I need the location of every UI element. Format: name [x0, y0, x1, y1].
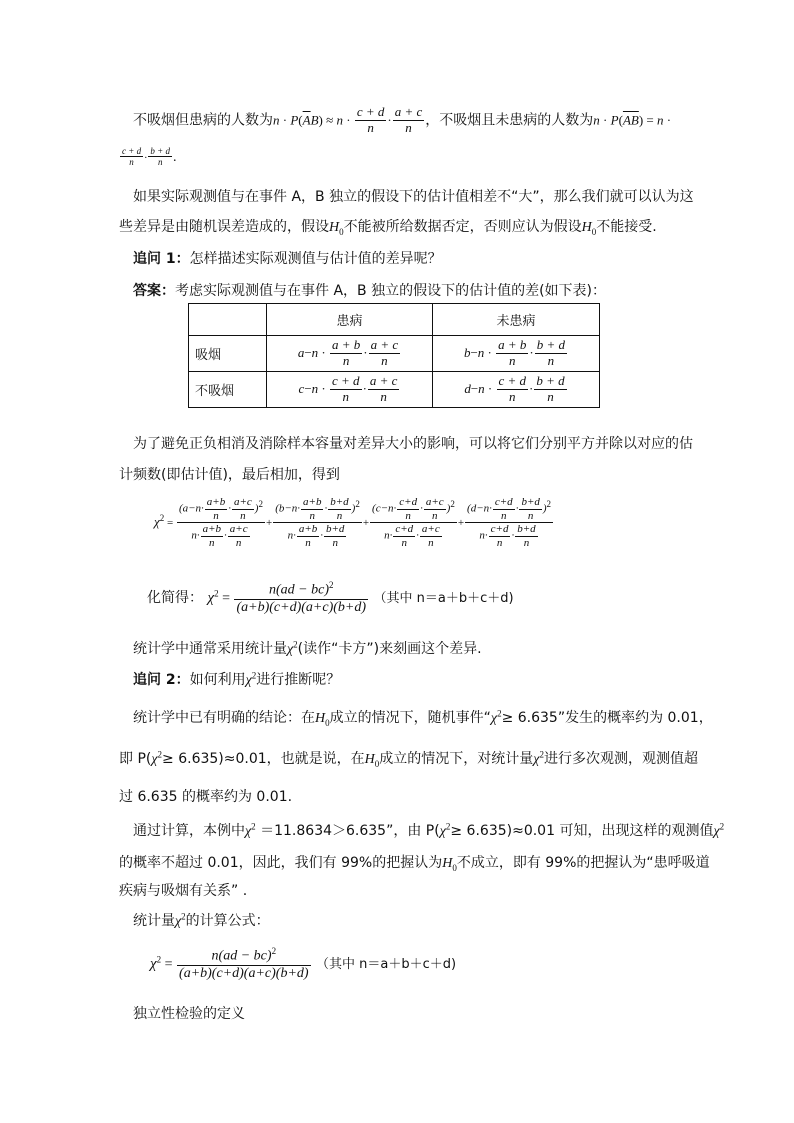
chi-square-formula: $\chi^2$ = $\frac{n(ad - bc)^2}{(a+b)(c+d)(a+c)(b+d)}$ （其中 n＝a＋b＋c＋d)	[150, 946, 457, 981]
difference-table	[188, 303, 600, 408]
text: 成立的情况下，对统计量	[379, 751, 534, 767]
question-2-label: 追问 2：	[133, 672, 190, 688]
text: 不吸烟但患病的人数为	[133, 112, 273, 129]
bias-paragraph-line1: 如果实际观测值与在事件 A，B 独立的假设下的估计值相差不“大”，那么我们就可以认为这	[133, 189, 694, 205]
conclusion-line2: 即 $P(\chi^2\ge 6.635)\approx 0.01$，也就是说，在$H_0$成立的情况下，对统计量$\chi^2$进行多次观测，观测值超	[119, 749, 698, 769]
row-label: 吸烟	[189, 336, 267, 372]
row-label: 不吸烟	[189, 372, 267, 408]
text: 成立的情况下，随机事件“	[329, 710, 491, 726]
simplify-note: （其中 n＝a＋b＋c＋d)	[373, 590, 514, 606]
text: 统计量	[133, 913, 175, 929]
text: 的概率不超过 0.01，因此，我们有 99%的把握认为	[119, 855, 443, 871]
chi-square-sum-formula: $\chi^2$ = (a−n· $\frac{a+b}{n}$ · $\frac{a+c}{n}$ )$^2$ n· $\frac{a+b}{n}$ · $\frac{a+c}{n}$ + (b−n· $\frac{a+b}{n}$ · $\frac{b+d}{n}$ )$^2$ n· $\frac{a+b}{n}$ · $\frac{b+d}{n}$ + (c−n· $\frac{c+d}{n}$ · $\frac{a+c}{n}$ )$^2$ n· $\frac{c+d}{n}$ · $\frac{a+c}{n}$ + (d−n· $\frac{c+d}{n}$ · $\frac{b+d}{n}$ )$^2$ n· $\frac{c+d}{n}$ · $\frac{b+d}{n}$	[154, 496, 552, 549]
text: 即 P(	[119, 751, 152, 767]
question-2: 追问 2：如何利用$\chi^2$进行推断呢？	[133, 670, 341, 688]
text: 统计学中已有明确的结论：在	[133, 710, 315, 726]
text: (读作“卡方”)来刻画这个差异.	[297, 641, 482, 657]
conclusion-line3: 过 6.635 的概率约为 0.01.	[119, 789, 293, 805]
table-cell: d−n · $\frac{c + d}{n}$ · $\frac{b + d}{n}$	[433, 372, 600, 408]
simplified-formula: 化简得： $\chi^2$ = $\frac{n(ad - bc)^2}{(a+b)(c+d)(a+c)(b+d)}$ （其中 n＝a＋b＋c＋d)	[147, 580, 514, 615]
text: 些差异是由随机误差造成的，假设	[119, 219, 329, 235]
text: 通过计算，本例中	[133, 823, 245, 839]
question-1	[133, 248, 442, 268]
table-header-cell: 患病	[267, 304, 433, 336]
table-cell: c−n · $\frac{c + d}{n}$ · $\frac{a + c}{n}$	[267, 372, 433, 408]
question-1-text: 怎样描述实际观测值与估计值的差异呢？	[189, 251, 442, 267]
square-paragraph-line2: 计频数(即估计值)，最后相加，得到	[119, 467, 340, 483]
calc-line2: 的概率不超过 0.01，因此，我们有 99%的把握认为$H_0$不成立，即有 99%的把握认为“患呼吸道	[119, 855, 710, 873]
formula-title: 统计量$\chi^2$的计算公式：	[133, 911, 270, 929]
question-1-label: 追问 1：	[133, 251, 190, 267]
text: 进行推断呢？	[256, 672, 341, 688]
statistic-intro: 统计学中通常采用统计量$\chi^2$(读作“卡方”)来刻画这个差异.	[133, 639, 482, 657]
text: ≥ 6.635)≈0.01 可知，出现这样的观测值	[450, 823, 714, 839]
text: 不成立，即有 99%的把握认为“患呼吸道	[456, 855, 710, 871]
answer	[133, 280, 606, 300]
table-cell: b−n · $\frac{a + b}{n}$ · $\frac{b + d}{n}$	[433, 336, 600, 372]
text: 的计算公式：	[185, 913, 270, 929]
text: ≥ 6.635)≈0.01，也就是说，在	[162, 751, 365, 767]
prob-estimate-cont: $\frac{c + d}{n}$ · $\frac{b + d}{n}$ .	[122, 146, 177, 168]
simplify-label: 化简得：	[147, 589, 203, 606]
text: ，不吸烟且未患病的人数为	[425, 112, 594, 129]
table-row	[189, 336, 600, 372]
definition-title: 独立性检验的定义	[133, 1006, 245, 1022]
calc-line1: 通过计算，本例中$\chi^2 =11.8634>6.635$”，由 $P(\chi^2\ge 6.635)\approx 0.01$ 可知，出现这样的观测值$\chi^2$	[133, 821, 725, 839]
square-paragraph-line1: 为了避免正负相消及消除样本容量对差异大小的影响，可以将它们分别平方并除以对应的估	[133, 436, 693, 452]
text: 如何利用	[189, 672, 246, 688]
text: ≥ 6.635”发生的概率约为 0.01，	[501, 710, 713, 726]
text: 不能被所给数据否定，否则应认为假设	[343, 219, 582, 235]
table-row	[189, 372, 600, 408]
table-header-cell: 未患病	[433, 304, 600, 336]
text: 统计学中通常采用统计量	[133, 641, 287, 657]
answer-text: 考虑实际观测值与在事件 A，B 独立的假设下的估计值的差(如下表)：	[175, 283, 607, 299]
formula-note: （其中 n＝a＋b＋c＋d)	[316, 956, 457, 972]
answer-label: 答案：	[133, 283, 175, 299]
table-cell: a−n · $\frac{a + b}{n}$ · $\frac{a + c}{n}$	[267, 336, 433, 372]
text: 进行多次观测，观测值超	[543, 751, 698, 767]
table-header-row	[189, 304, 600, 336]
text: ＝11.8634＞6.635”，由 P(	[255, 823, 440, 839]
calc-line3: 疾病与吸烟有关系” .	[119, 883, 248, 899]
table-header-cell	[189, 304, 267, 336]
prob-estimate-line: 不吸烟但患病的人数为$n \cdot P(\overline{A}B) \approx n$ · $\frac{c + d}{n}$ · $\frac{a + c}{n}$ ，不吸烟且未患病的人数为$n \cdot P(\overline{AB}) = n$ ·	[133, 104, 672, 135]
conclusion-line1: 统计学中已有明确的结论：在$H_0$成立的情况下，随机事件“$\chi^2\ge 6.635$”发生的概率约为 0.01，	[133, 708, 713, 728]
bias-paragraph-line2: 些差异是由随机误差造成的，假设$H_0$不能被所给数据否定，否则应认为假设$H_0$不能接受.	[119, 219, 657, 237]
text: 不能接受.	[596, 219, 657, 235]
